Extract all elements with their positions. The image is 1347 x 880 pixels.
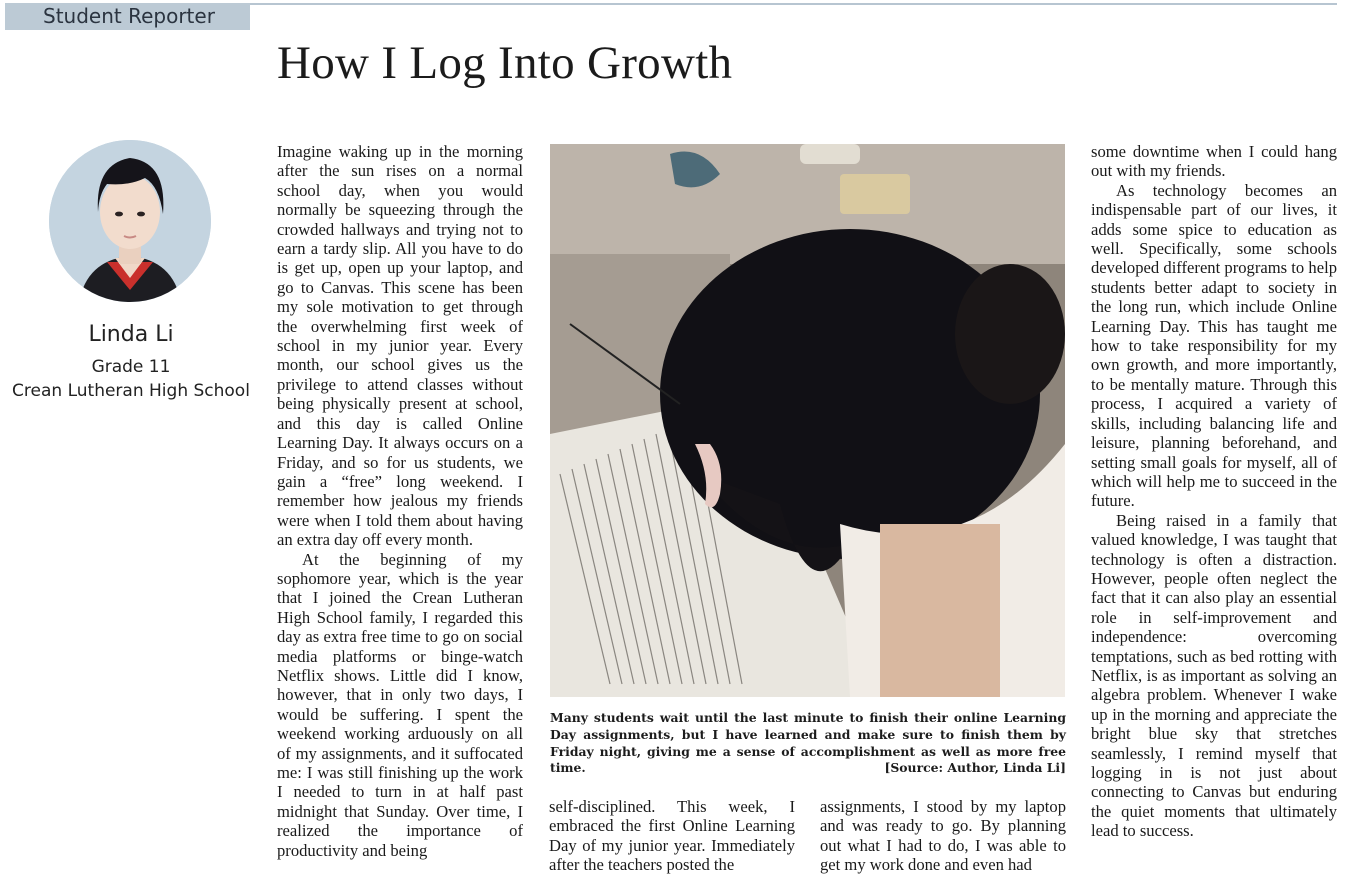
caption-text: Many students wait until the last minute to finish their online Learning Day assignments, but I have learned and make sure to finish them by Friday night, giving me a sense of accomplishment as well as more free time.: [550, 710, 1066, 776]
article-column-2: [549, 797, 795, 877]
avatar: [49, 140, 211, 302]
paragraph: Imagine waking up in the morning after the sun rises on a normal school day, when you would normally be squeezing through the crowded hallways and trying not to earn a tardy slip. All you have to do is get up, open up your laptop, and go to Canvas. This scene has been my sole motivation to get through the overwhelming first week of school in my junior year. Every month, our school gives us the privilege to attend classes without being physically present at school, and this day is called Online Learning Day. It always occurs on a Friday, and so for us students, we gain a “free” long weekend. I remember how jealous my friends were when I told them about having an extra day off every month.: [277, 142, 523, 550]
author-block: [0, 140, 262, 401]
headline: How I Log Into Growth: [277, 37, 733, 89]
author-grade: Grade 11: [91, 357, 171, 377]
paragraph: assignments, I stood by my laptop and was ready to go. By planning out what I had to do, I was able to get my work done and even had: [820, 797, 1066, 875]
section-label: Student Reporter: [5, 3, 250, 30]
paragraph: some downtime when I could hang out with my friends.: [1091, 142, 1337, 181]
article-column-3: [820, 797, 1066, 877]
photo-caption: [550, 710, 1066, 777]
article-column-4: [1091, 142, 1337, 877]
paragraph: Being raised in a family that valued knowledge, I was taught that technology is often a distraction. However, people often neglect the fact that it can also play an essential role in self-improvement and independence: overcoming temptations, such as bed rotting with Netflix, is as important as solving an algebra problem. Whenever I wake up in the morning and appreciate the bright blue sky that stretches seamlessly, I remind myself that logging in is not just about connecting to Canvas but enduring the quiet moments that ultimately lead to success.: [1091, 510, 1337, 841]
article-column-1: [277, 142, 523, 877]
paragraph: As technology becomes an indispensable part of our lives, it adds some spice to education as well. Specifically, some schools developed different programs to help students better adapt to society in the long run, which include Online Learning Day. This has taught me how to take responsibility for my own growth, and more importantly, to be mentally mature. Through this process, I acquired a variety of skills, including balancing life and leisure, planning beforehand, and setting small goals for myself, all of which will help me to succeed in the future.: [1091, 180, 1337, 511]
article-photo: [550, 144, 1065, 697]
paragraph: At the beginning of my sophomore year, which is the year that I joined the Crean Lutheran High School family, I regarded this day as extra free time to go on social media platforms or binge-watch Netflix shows. Little did I know, however, that in only two days, I would be suffering. I spent the weekend working arduously on all of my assignments, and it suffocated me: I was still finishing up the work I needed to turn in at half past midnight that Sunday. Over time, I realized the importance of productivity and being: [277, 549, 523, 860]
author-school: Crean Lutheran High School: [12, 381, 250, 401]
photo-source: [Source: Author, Linda Li]: [884, 760, 1066, 776]
author-name: Linda Li: [88, 322, 174, 347]
paragraph: self-disciplined. This week, I embraced the first Online Learning Day of my junior year. Immediately after the teachers posted the: [549, 797, 795, 875]
